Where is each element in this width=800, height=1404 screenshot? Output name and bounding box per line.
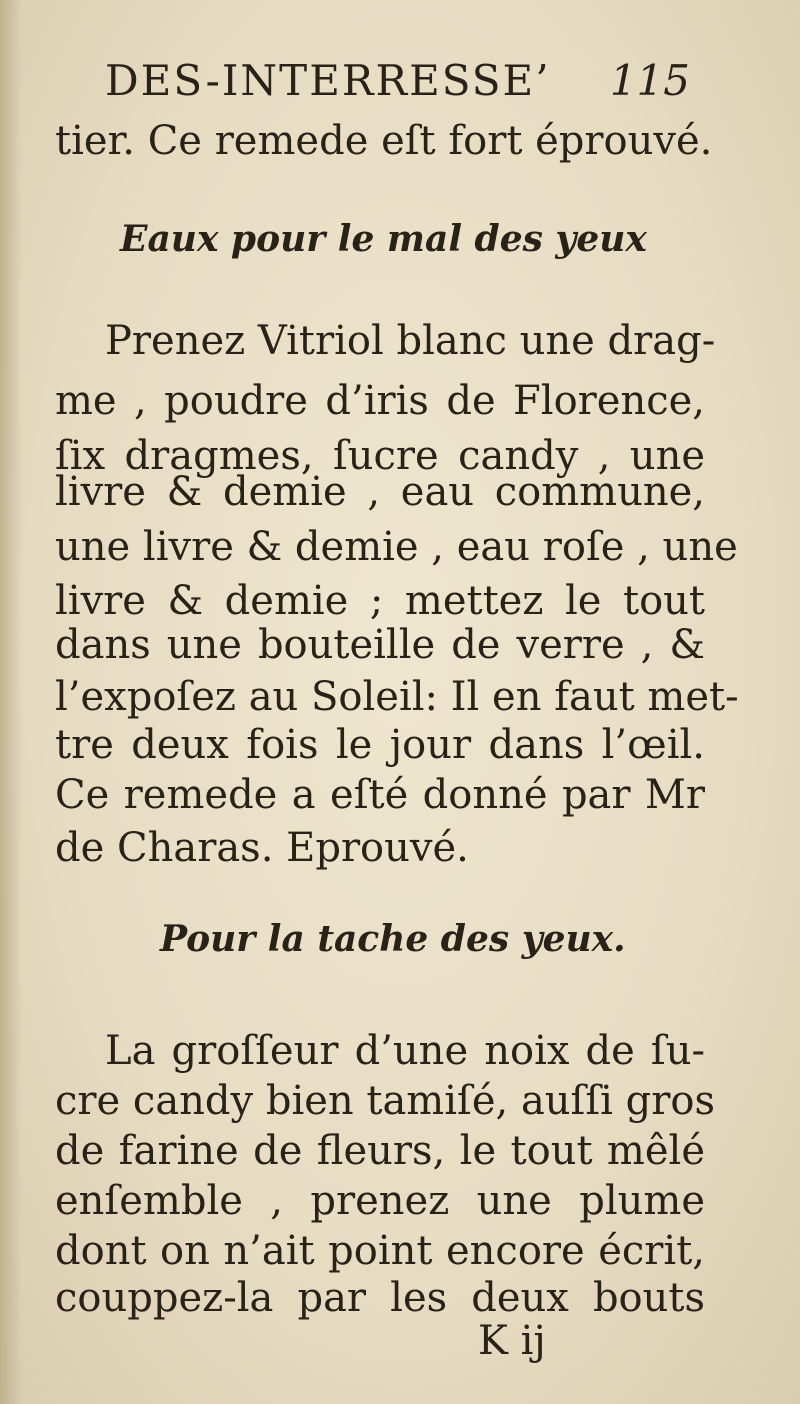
section-heading-tache: Pour la tache des yeux. — [160, 918, 626, 960]
text-line: me , poudre d’iris de Florence, — [55, 378, 705, 424]
text-line: couppez-la par les deux bouts — [55, 1275, 705, 1321]
text-line: enſemble , prenez une plume — [55, 1178, 705, 1224]
text-line: Prenez Vitriol blanc une drag- — [105, 318, 716, 364]
page-gutter-shadow — [0, 0, 22, 1404]
text-line: dans une bouteille de verre , & — [55, 622, 705, 668]
text-line: livre & demie , eau commune, — [55, 469, 705, 515]
running-header — [105, 56, 690, 105]
text-line: dont on n’ait point encore écrit, — [55, 1228, 705, 1274]
text-line: La groſſeur d’une noix de ſu- — [105, 1028, 705, 1074]
section-heading-eaux: Eaux pour le mal des yeux — [120, 218, 647, 260]
text-line: tre deux fois le jour dans l’œil. — [55, 722, 705, 768]
text-line: Ce remede a eſté donné par Mr — [55, 772, 705, 818]
text-line: une livre & demie , eau roſe , une — [55, 524, 738, 570]
text-line: de Charas. Eprouvé. — [55, 825, 469, 871]
signature-mark: K ij — [478, 1318, 546, 1364]
running-title: DES-INTERRESSE’ — [105, 56, 551, 105]
text-line: livre & demie ; mettez le tout — [55, 578, 705, 624]
text-line: ſix dragmes, ſucre candy , une — [55, 433, 705, 479]
carryover-line: tier. Ce remede eſt fort éprouvé. — [55, 118, 713, 164]
page-number: 115 — [609, 56, 690, 105]
text-line: l’expoſez au Soleil: Il en faut met- — [55, 674, 739, 720]
text-line: cre candy bien tamiſé, auſſi gros — [55, 1078, 715, 1124]
text-line: de farine de fleurs, le tout mêlé — [55, 1128, 705, 1174]
